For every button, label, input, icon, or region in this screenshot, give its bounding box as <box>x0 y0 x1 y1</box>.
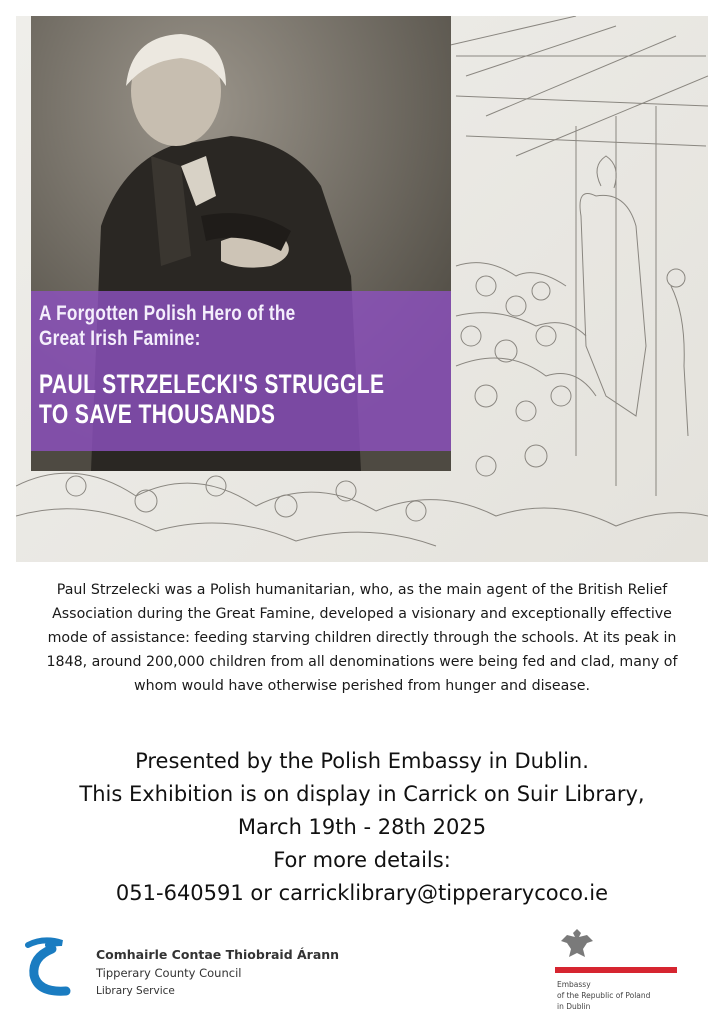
headline-line: PAUL STRZELECKI'S STRUGGLE <box>39 369 385 399</box>
hero-image <box>16 16 708 562</box>
embassy-line: Embassy <box>557 980 591 989</box>
intro-paragraph: Paul Strzelecki was a Polish humanitarian, who, as the main agent of the British Relief Association during the Great Famine, developed a visionary and exceptionally effective mode of assistance: feeding starving children directly through the schools. At its peak in 1848, around 200,000 children from all denominations were being fed and clad, many of whom would have otherwise perished from hunger and disease. <box>46 582 678 694</box>
subtitle-line: Great Irish Famine: <box>39 327 201 350</box>
presenter-line: Presented by the Polish Embassy in Dublin. <box>135 749 589 773</box>
venue-line: This Exhibition is on display in Carrick on Suir Library, <box>79 782 645 806</box>
council-swoosh-logo-icon <box>22 935 86 999</box>
title-banner <box>31 291 451 451</box>
embassy-red-bar <box>555 967 677 973</box>
headline-line: TO SAVE THOUSANDS <box>39 399 276 429</box>
embassy-line: in Dublin <box>557 1002 591 1011</box>
council-name-irish: Comhairle Contae Thiobraid Árann <box>96 947 340 962</box>
polish-eagle-emblem-icon <box>557 925 597 961</box>
event-details <box>0 745 724 910</box>
council-service: Library Service <box>96 985 175 997</box>
council-name: Tipperary County Council <box>96 966 242 980</box>
poster-subtitle <box>39 301 433 351</box>
more-details-line: For more details: <box>273 848 451 872</box>
poster-headline <box>39 369 429 429</box>
subtitle-line: A Forgotten Polish Hero of the <box>39 302 296 325</box>
contact-line: 051-640591 or carricklibrary@tipperarycoco.ie <box>115 881 609 905</box>
dates-line: March 19th - 28th 2025 <box>237 815 487 839</box>
embassy-logo-block <box>555 925 695 1020</box>
embassy-line: of the Republic of Poland <box>557 991 651 1000</box>
council-logo-block <box>22 935 342 1000</box>
